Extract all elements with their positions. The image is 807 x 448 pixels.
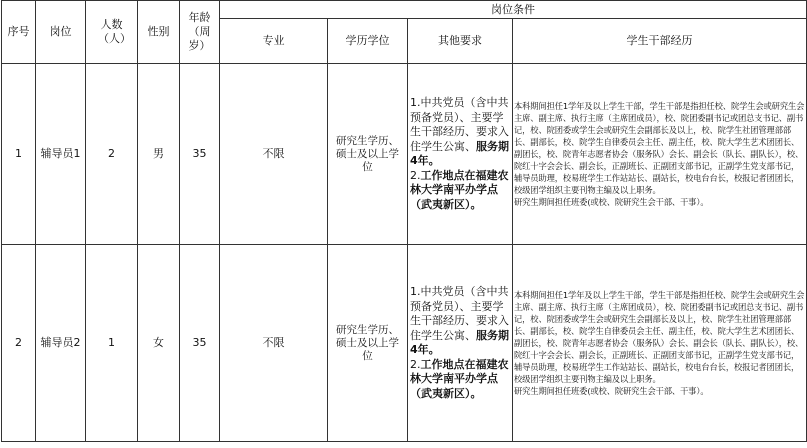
requirement-2-text: 2. <box>410 357 421 371</box>
cell-position: 辅导员1 <box>36 64 86 245</box>
cadre-grad-text: 研究生期间担任班委(或校、院研究生会干部、干事）。 <box>514 197 709 208</box>
cell-count: 1 <box>86 245 138 442</box>
cell-major: 不限 <box>220 245 328 442</box>
cadre-grad-text: 研究生期间担任班委(或校、院研究生会干部、干事）。 <box>514 386 709 397</box>
header-row-1 <box>2 1 807 19</box>
cell-gender: 女 <box>138 245 180 442</box>
header-other: 其他要求 <box>408 19 513 64</box>
cell-major: 不限 <box>220 64 328 245</box>
header-position: 岗位 <box>36 1 86 64</box>
cadre-undergrad-text: 本科期间担任1学年及以上学生干部，学生干部是指担任校、院学生会或研究生会主席、副主席、执行主席（主席团成员），校、院团委副书记或团总支书记、副书记，校、院团委或学生会或研究生会副部长及以上，校、院学生社团管理部部长、副部长，校、院学生自律委员会主任、副主任，校、院大学生艺术团团长、副团长，校、院青年志愿者协会（服务队）会长、副会长（队长、副队长），校、院红十字会会长、副会长，正副班长、正副团支部书记，正副学生党支部书记，辅导员助理，校易班学生工作站站长、副站长，校电台台长，校报记者团团长，校级团学组织主要刊物主编及以上职务。 <box>514 289 805 385</box>
cell-seq: 2 <box>2 245 36 442</box>
cell-degree: 研究生学历、硕士及以上学位 <box>328 64 408 245</box>
requirement-1-text: 1.中共党员（含中共预备党员）、主要学生干部经历、要求入住学生公寓、 <box>410 96 509 153</box>
table-row <box>2 245 807 442</box>
cell-age: 35 <box>180 64 220 245</box>
cell-count: 2 <box>86 64 138 245</box>
cell-gender: 男 <box>138 64 180 245</box>
table-row <box>2 64 807 245</box>
cell-cadre-experience <box>513 64 807 245</box>
cell-position: 辅导员2 <box>36 245 86 442</box>
cell-seq: 1 <box>2 64 36 245</box>
requirement-1-bold: 服务期4年。 <box>410 328 509 356</box>
header-cadre: 学生干部经历 <box>513 19 807 64</box>
cell-other-requirements <box>408 245 513 442</box>
cell-degree: 研究生学历、硕士及以上学位 <box>328 245 408 442</box>
requirement-2-bold: 工作地点在福建农林大学南平办学点（武夷新区）。 <box>410 357 509 400</box>
header-seq: 序号 <box>2 1 36 64</box>
cadre-undergrad-text: 本科期间担任1学年及以上学生干部，学生干部是指担任校、院学生会或研究生会主席、副主席、执行主席（主席团成员），校、院团委副书记或团总支书记、副书记，校、院团委或学生会或研究生会副部长及以上，校、院学生社团管理部部长、副部长，校、院学生自律委员会主任、副主任，校、院大学生艺术团团长、副团长，校、院青年志愿者协会（服务队）会长、副会长（队长、副队长），校、院红十字会会长、副会长，正副班长、正副团支部书记，正副学生党支部书记，辅导员助理，校易班学生工作站站长、副站长，校电台台长，校报记者团团长，校级团学组织主要刊物主编及以上职务。 <box>514 100 805 196</box>
requirement-2-bold: 工作地点在福建农林大学南平办学点（武夷新区）。 <box>410 168 509 211</box>
cell-other-requirements <box>408 64 513 245</box>
cell-cadre-experience <box>513 245 807 442</box>
recruitment-table <box>1 0 807 442</box>
header-conditions: 岗位条件 <box>220 1 807 19</box>
requirement-2-text: 2. <box>410 168 421 182</box>
header-major: 专业 <box>220 19 328 64</box>
requirement-1-text: 1.中共党员（含中共预备党员）、主要学生干部经历、要求入住学生公寓、 <box>410 285 509 342</box>
header-count: 人数（人） <box>86 1 138 64</box>
header-gender: 性别 <box>138 1 180 64</box>
requirement-1-bold: 服务期4年。 <box>410 139 509 167</box>
cell-age: 35 <box>180 245 220 442</box>
header-degree: 学历学位 <box>328 19 408 64</box>
header-age: 年龄（周岁） <box>180 1 220 64</box>
